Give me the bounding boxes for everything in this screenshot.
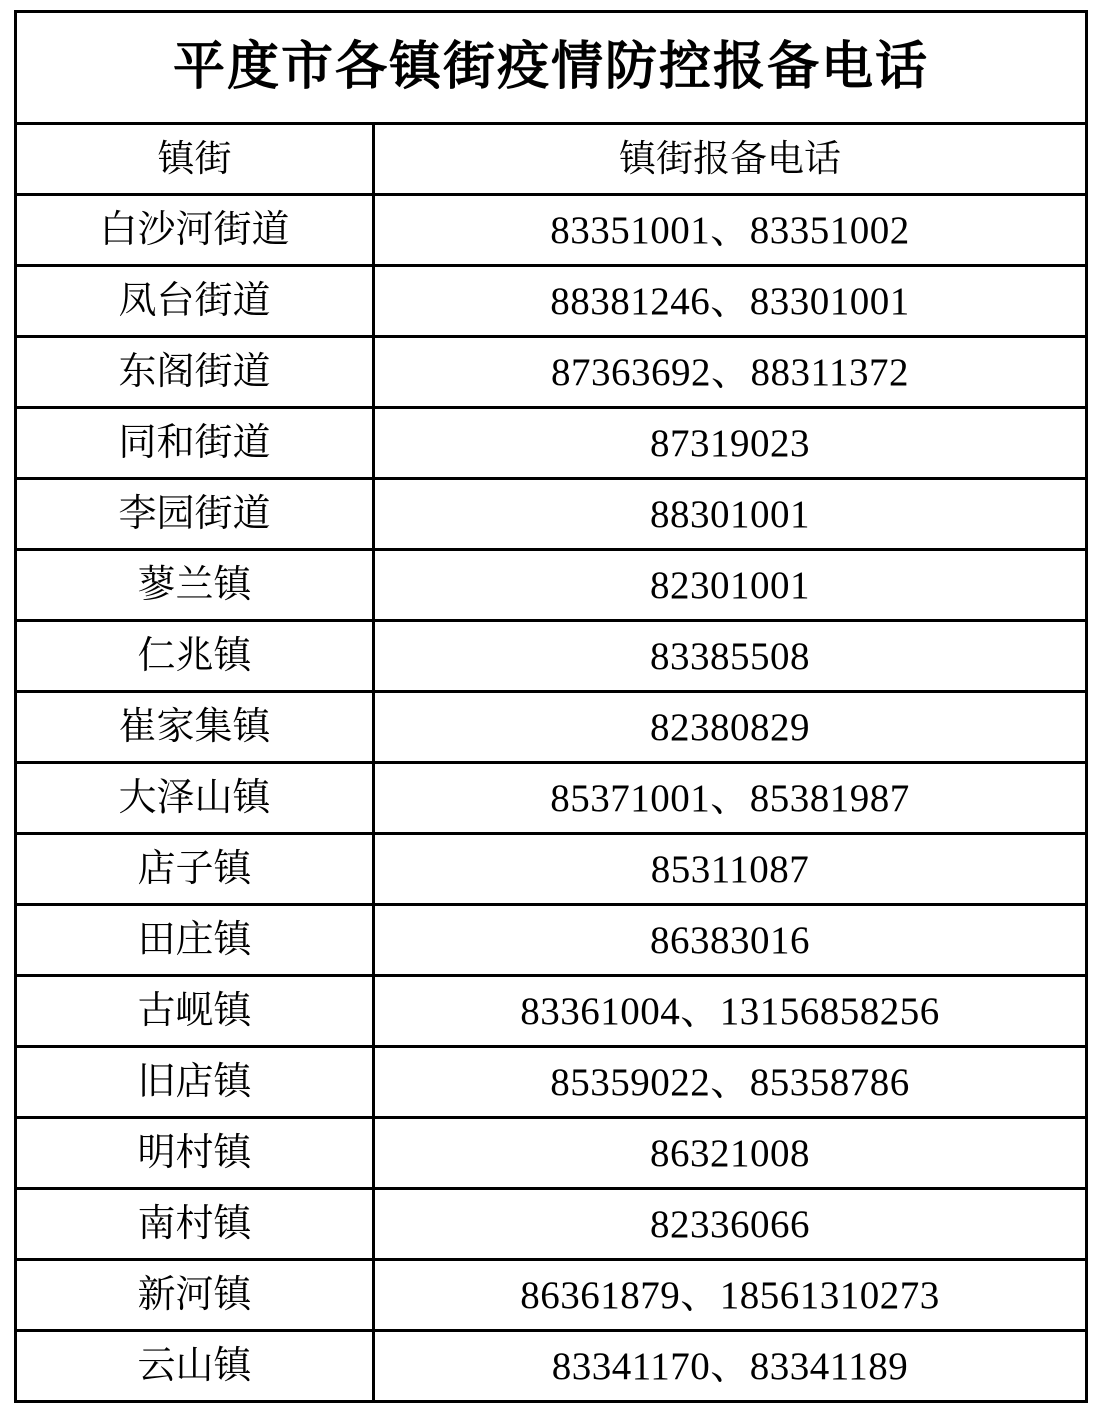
cell-town-name: 白沙河街道 — [16, 195, 374, 266]
cell-town-name: 蓼兰镇 — [16, 550, 374, 621]
cell-town-name: 南村镇 — [16, 1189, 374, 1260]
cell-phone-number: 85311087 — [374, 834, 1087, 905]
cell-town-name: 李园街道 — [16, 479, 374, 550]
cell-phone-number: 86361879、18561310273 — [374, 1260, 1087, 1331]
table-row — [16, 1260, 1087, 1331]
cell-phone-number: 83351001、83351002 — [374, 195, 1087, 266]
cell-phone-number: 82336066 — [374, 1189, 1087, 1260]
cell-town-name: 新河镇 — [16, 1260, 374, 1331]
table-row — [16, 976, 1087, 1047]
cell-phone-number: 82301001 — [374, 550, 1087, 621]
column-header-town: 镇街 — [16, 124, 374, 195]
cell-town-name: 凤台街道 — [16, 266, 374, 337]
column-header-phone: 镇街报备电话 — [374, 124, 1087, 195]
cell-town-name: 大泽山镇 — [16, 763, 374, 834]
phone-table — [14, 122, 1088, 1403]
cell-phone-number: 86383016 — [374, 905, 1087, 976]
table-row — [16, 692, 1087, 763]
table-row — [16, 195, 1087, 266]
table-header-row — [16, 124, 1087, 195]
cell-phone-number: 83361004、13156858256 — [374, 976, 1087, 1047]
cell-town-name: 旧店镇 — [16, 1047, 374, 1118]
cell-town-name: 仁兆镇 — [16, 621, 374, 692]
cell-town-name: 古岘镇 — [16, 976, 374, 1047]
table-row — [16, 479, 1087, 550]
table-row — [16, 337, 1087, 408]
table-row — [16, 905, 1087, 976]
table-row — [16, 1189, 1087, 1260]
cell-town-name: 东阁街道 — [16, 337, 374, 408]
cell-town-name: 同和街道 — [16, 408, 374, 479]
cell-phone-number: 87363692、88311372 — [374, 337, 1087, 408]
cell-phone-number: 87319023 — [374, 408, 1087, 479]
cell-town-name: 田庄镇 — [16, 905, 374, 976]
table-row — [16, 266, 1087, 337]
cell-phone-number: 88301001 — [374, 479, 1087, 550]
table-row — [16, 1331, 1087, 1402]
cell-town-name: 云山镇 — [16, 1331, 374, 1402]
cell-phone-number: 83385508 — [374, 621, 1087, 692]
cell-phone-number: 82380829 — [374, 692, 1087, 763]
table-row — [16, 550, 1087, 621]
cell-town-name: 崔家集镇 — [16, 692, 374, 763]
cell-phone-number: 85359022、85358786 — [374, 1047, 1087, 1118]
table-row — [16, 834, 1087, 905]
cell-phone-number: 88381246、83301001 — [374, 266, 1087, 337]
table-row — [16, 1047, 1087, 1118]
table-row — [16, 408, 1087, 479]
cell-phone-number: 85371001、85381987 — [374, 763, 1087, 834]
cell-phone-number: 86321008 — [374, 1118, 1087, 1189]
cell-phone-number: 83341170、83341189 — [374, 1331, 1087, 1402]
table-row — [16, 1118, 1087, 1189]
table-row — [16, 763, 1087, 834]
page-title: 平度市各镇街疫情防控报备电话 — [172, 38, 929, 96]
title-box — [14, 10, 1088, 122]
table-row — [16, 621, 1087, 692]
cell-town-name: 店子镇 — [16, 834, 374, 905]
cell-town-name: 明村镇 — [16, 1118, 374, 1189]
